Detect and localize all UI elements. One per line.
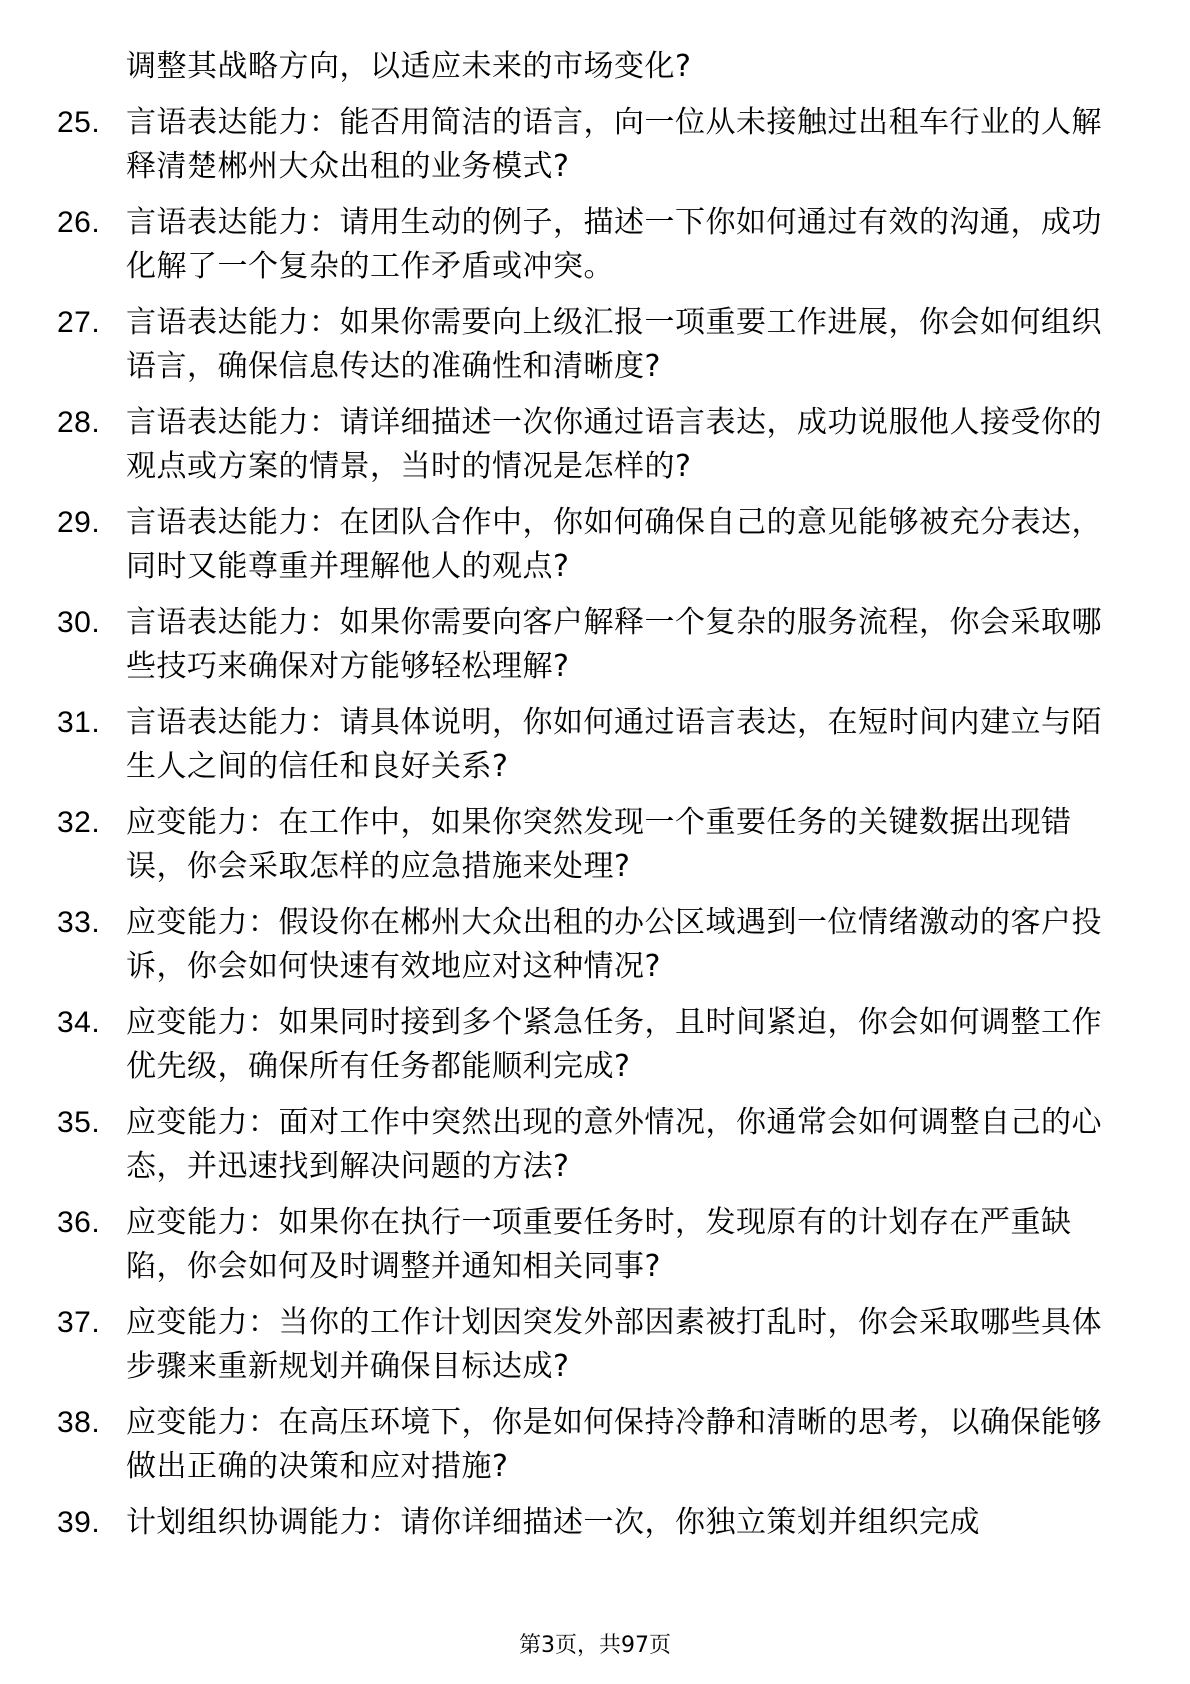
list-item-number: 38. [57, 1406, 101, 1439]
list-item [57, 1401, 1117, 1489]
list-item-number: 29. [57, 506, 101, 539]
list-item [57, 401, 1117, 489]
list-item [57, 1301, 1117, 1389]
list-item [57, 201, 1117, 289]
list-item [57, 901, 1117, 989]
list-item-number: 26. [57, 206, 101, 239]
list-item-text: 应变能力：如果同时接到多个紧急任务，且时间紧迫，你会如何调整工作优先级，确保所有任务都能顺利完成? [126, 1005, 1102, 1084]
list-item-number: 28. [57, 406, 101, 439]
question-list [57, 45, 1117, 1557]
list-item-text: 调整其战略方向，以适应未来的市场变化? [126, 49, 692, 84]
list-item-text: 应变能力：面对工作中突然出现的意外情况，你通常会如何调整自己的心态，并迅速找到解决问题的方法? [126, 1105, 1102, 1184]
list-item-text: 应变能力：当你的工作计划因突发外部因素被打乱时，你会采取哪些具体步骤来重新规划并确保目标达成? [126, 1305, 1102, 1384]
list-item [57, 1001, 1117, 1089]
list-item-number: 37. [57, 1306, 101, 1339]
list-item-text: 应变能力：在工作中，如果你突然发现一个重要任务的关键数据出现错误，你会采取怎样的应急措施来处理? [126, 805, 1072, 884]
list-item-number: 36. [57, 1206, 101, 1239]
list-item-text: 言语表达能力：请详细描述一次你通过语言表达，成功说服他人接受你的观点或方案的情景，当时的情况是怎样的? [126, 405, 1102, 484]
list-item-number: 33. [57, 906, 101, 939]
list-item-number: 39. [57, 1506, 101, 1539]
list-item-number: 31. [57, 706, 101, 739]
list-item-text: 言语表达能力：能否用简洁的语言，向一位从未接触过出租车行业的人解释清楚郴州大众出租的业务模式? [126, 105, 1102, 184]
list-item [57, 101, 1117, 189]
list-item [57, 1501, 1117, 1545]
list-item-number: 35. [57, 1106, 101, 1139]
list-item [57, 301, 1117, 389]
list-item-text: 应变能力：在高压环境下，你是如何保持冷静和清晰的思考，以确保能够做出正确的决策和应对措施? [126, 1405, 1102, 1484]
list-item-number: 25. [57, 106, 101, 139]
list-item-text: 计划组织协调能力：请你详细描述一次，你独立策划并组织完成 [126, 1505, 980, 1540]
list-item-number: 30. [57, 606, 101, 639]
list-item-text: 言语表达能力：如果你需要向客户解释一个复杂的服务流程，你会采取哪些技巧来确保对方能够轻松理解? [126, 605, 1102, 684]
list-item [57, 501, 1117, 589]
list-item-text: 言语表达能力：在团队合作中，你如何确保自己的意见能够被充分表达，同时又能尊重并理解他人的观点? [126, 505, 1102, 584]
list-item-number: 34. [57, 1006, 101, 1039]
list-item [57, 1101, 1117, 1189]
list-item [57, 801, 1117, 889]
list-item-text: 言语表达能力：请用生动的例子，描述一下你如何通过有效的沟通，成功化解了一个复杂的工作矛盾或冲突。 [126, 205, 1102, 284]
list-item-text: 应变能力：如果你在执行一项重要任务时，发现原有的计划存在严重缺陷，你会如何及时调整并通知相关同事? [126, 1205, 1072, 1284]
list-item [57, 1201, 1117, 1289]
list-item [57, 701, 1117, 789]
list-item-text: 应变能力：假设你在郴州大众出租的办公区域遇到一位情绪激动的客户投诉，你会如何快速有效地应对这种情况? [126, 905, 1102, 984]
list-item-number: 32. [57, 806, 101, 839]
list-item-number: 27. [57, 306, 101, 339]
page-number: 第3页，共97页 [519, 1633, 671, 1658]
list-item-continuation [57, 45, 1117, 89]
list-item [57, 601, 1117, 689]
list-item-text: 言语表达能力：请具体说明，你如何通过语言表达，在短时间内建立与陌生人之间的信任和良好关系? [126, 705, 1102, 784]
list-item-text: 言语表达能力：如果你需要向上级汇报一项重要工作进展，你会如何组织语言，确保信息传达的准确性和清晰度? [126, 305, 1102, 384]
